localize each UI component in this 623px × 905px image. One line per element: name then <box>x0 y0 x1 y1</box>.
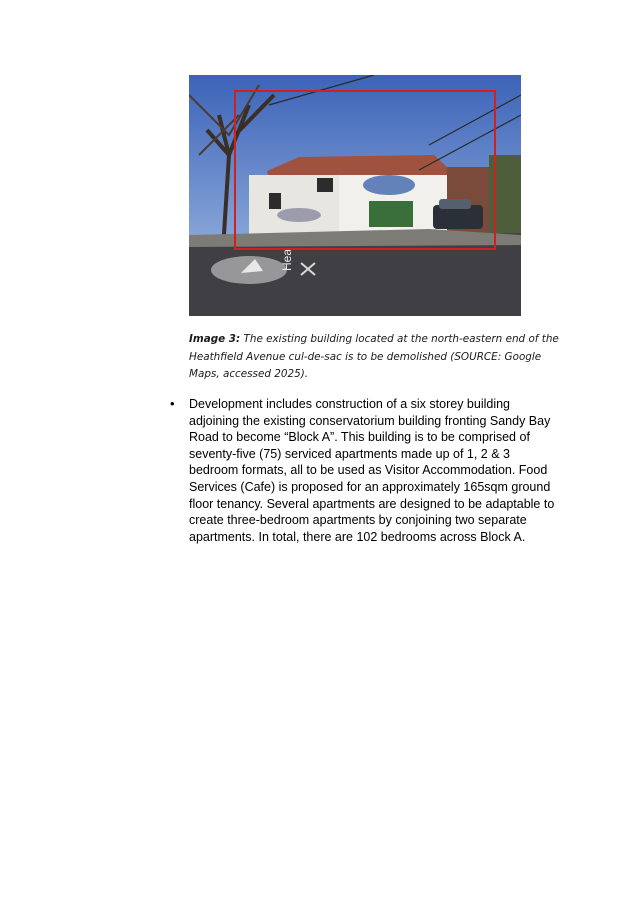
bullet-text: Development includes construction of a six storey building adjoining the existing conservatorium building fronting Sandy Bay Road to become “Block A”. This building is to be comprised of seventy-five (75) serviced apartments made up of 1, 2 & 3 bedroom formats, all to be used as Visitor Accommodation. Food Services (Cafe) is proposed for an approximately 165sqm ground floor tenancy. Several apartments are designed to be adaptable to create three-bedroom apartments by conjoining two separate apartments. In total, there are 102 bedrooms across Block A. <box>189 397 555 544</box>
street-sign-label: Hea <box>280 248 294 271</box>
figure-label: Image 3: <box>189 333 241 345</box>
bullet-list <box>170 396 560 545</box>
bullet-marker: • <box>170 396 175 411</box>
list-item <box>170 396 560 545</box>
street-view-photo <box>189 75 521 316</box>
figure-caption <box>189 331 559 384</box>
figure-caption-text: The existing building located at the north-eastern end of the Heathfield Avenue cul-de-sac is to be demolished (SOURCE: Google Maps, accessed 2025). <box>189 333 559 380</box>
street-view-image <box>189 75 521 316</box>
